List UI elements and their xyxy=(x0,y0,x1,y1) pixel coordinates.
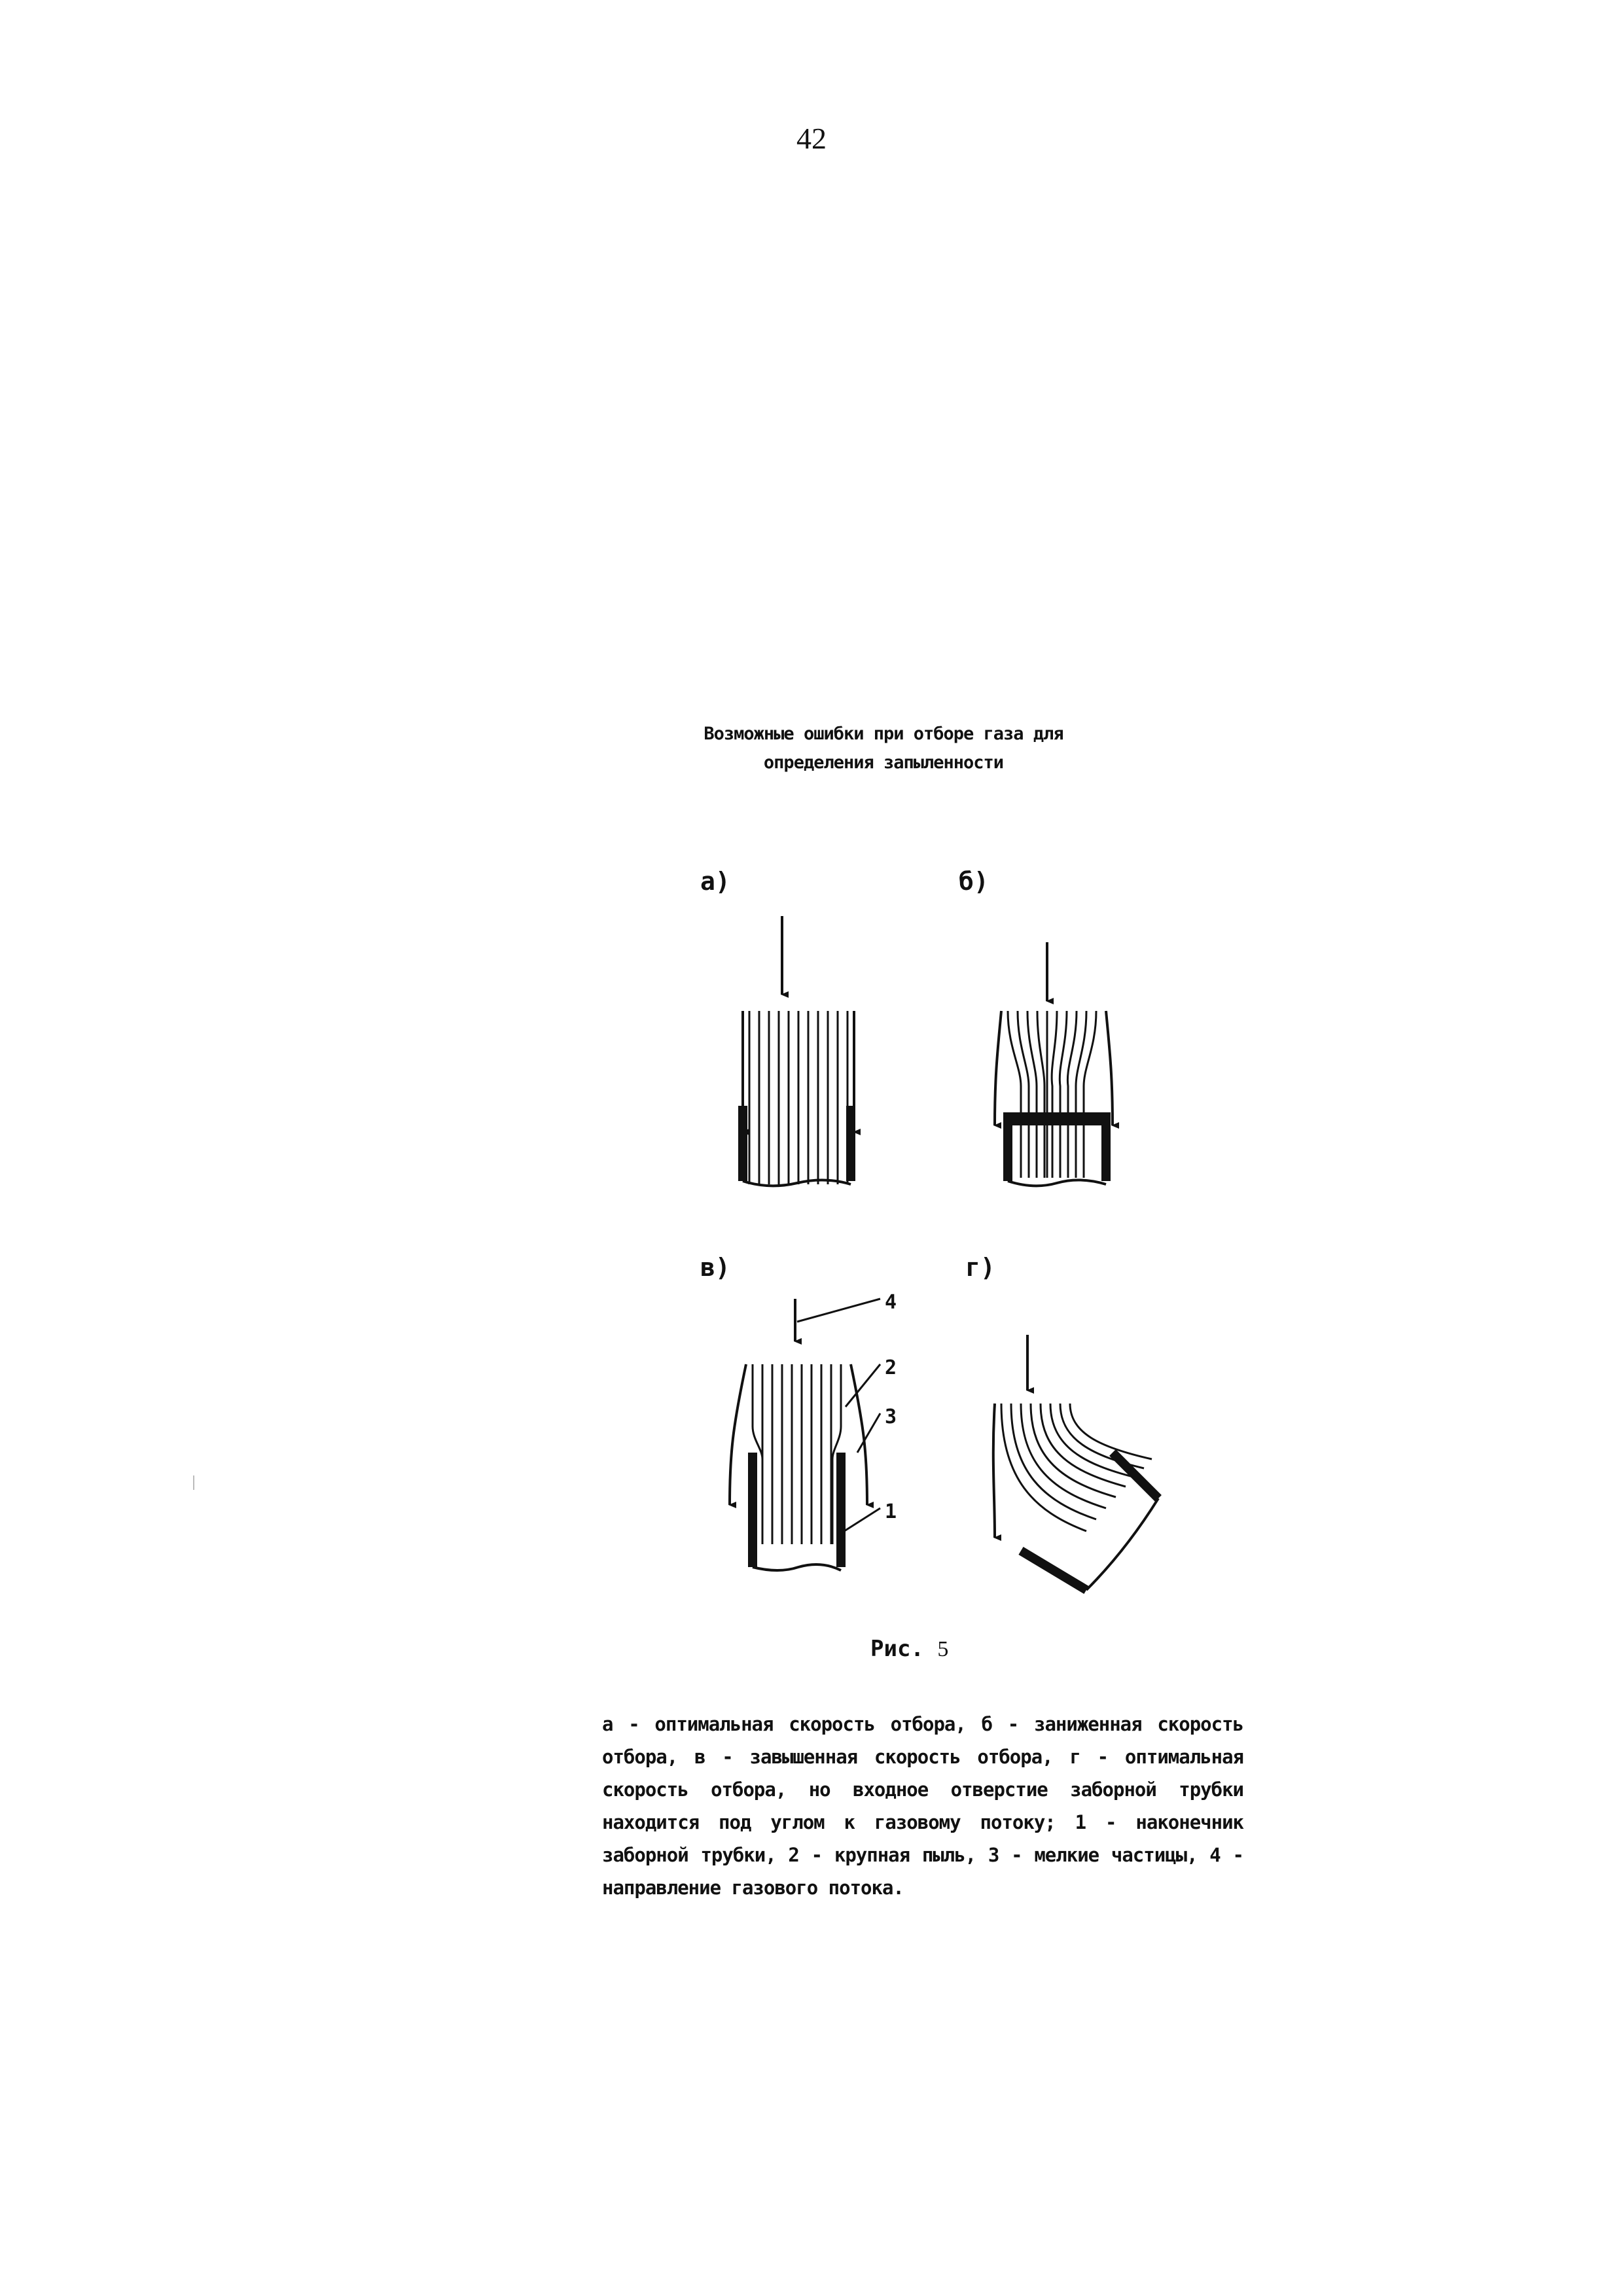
particle-buildup-b xyxy=(1011,1112,1103,1125)
panel-g-diagram xyxy=(993,1335,1158,1590)
page-number: 42 xyxy=(796,122,827,155)
panel-label-b: б) xyxy=(959,867,989,896)
panel-label-a: а) xyxy=(700,867,730,896)
figure-caption xyxy=(870,1636,948,1662)
outer-streamlines-g xyxy=(993,1404,995,1538)
scan-artifact-mark xyxy=(193,1475,194,1490)
streamlines-v xyxy=(753,1364,841,1544)
figure-caption-prefix: Рис. xyxy=(870,1636,924,1662)
sampling-tube-b xyxy=(1008,1112,1106,1186)
panel-b-diagram xyxy=(995,942,1113,1186)
figure-caption-number: 5 xyxy=(937,1637,949,1661)
callout-4: 4 xyxy=(885,1291,897,1314)
callout-3: 3 xyxy=(885,1405,897,1428)
callout-1: 1 xyxy=(885,1500,897,1523)
panel-a-diagram xyxy=(743,916,854,1186)
callout-2: 2 xyxy=(885,1356,897,1379)
callout-labels xyxy=(885,1291,897,1523)
streamlines-a xyxy=(749,1011,847,1184)
figure-title-line-2: определения запыленности xyxy=(763,752,1004,773)
streamlines-b xyxy=(1008,1011,1096,1178)
figure-title-line-1: Возможные ошибки при отборе газа для xyxy=(704,724,1063,744)
panel-label-v: в) xyxy=(700,1253,730,1282)
sampling-tube-v xyxy=(753,1453,841,1570)
figure-legend: а - оптимальная скорость отбора, б - заниженная скорость отбора, в - завышенная скорость отбора, г - оптимальная скорость отбора, но входное отверстие заборной трубки находится под углом к газовому потоку; 1 - наконечник заборной трубки, 2 - крупная пыль, 3 - мелкие частицы, 4 - направление газового потока. xyxy=(602,1713,1243,1899)
panel-v-diagram xyxy=(730,1299,880,1570)
panel-label-g: г) xyxy=(965,1253,995,1282)
